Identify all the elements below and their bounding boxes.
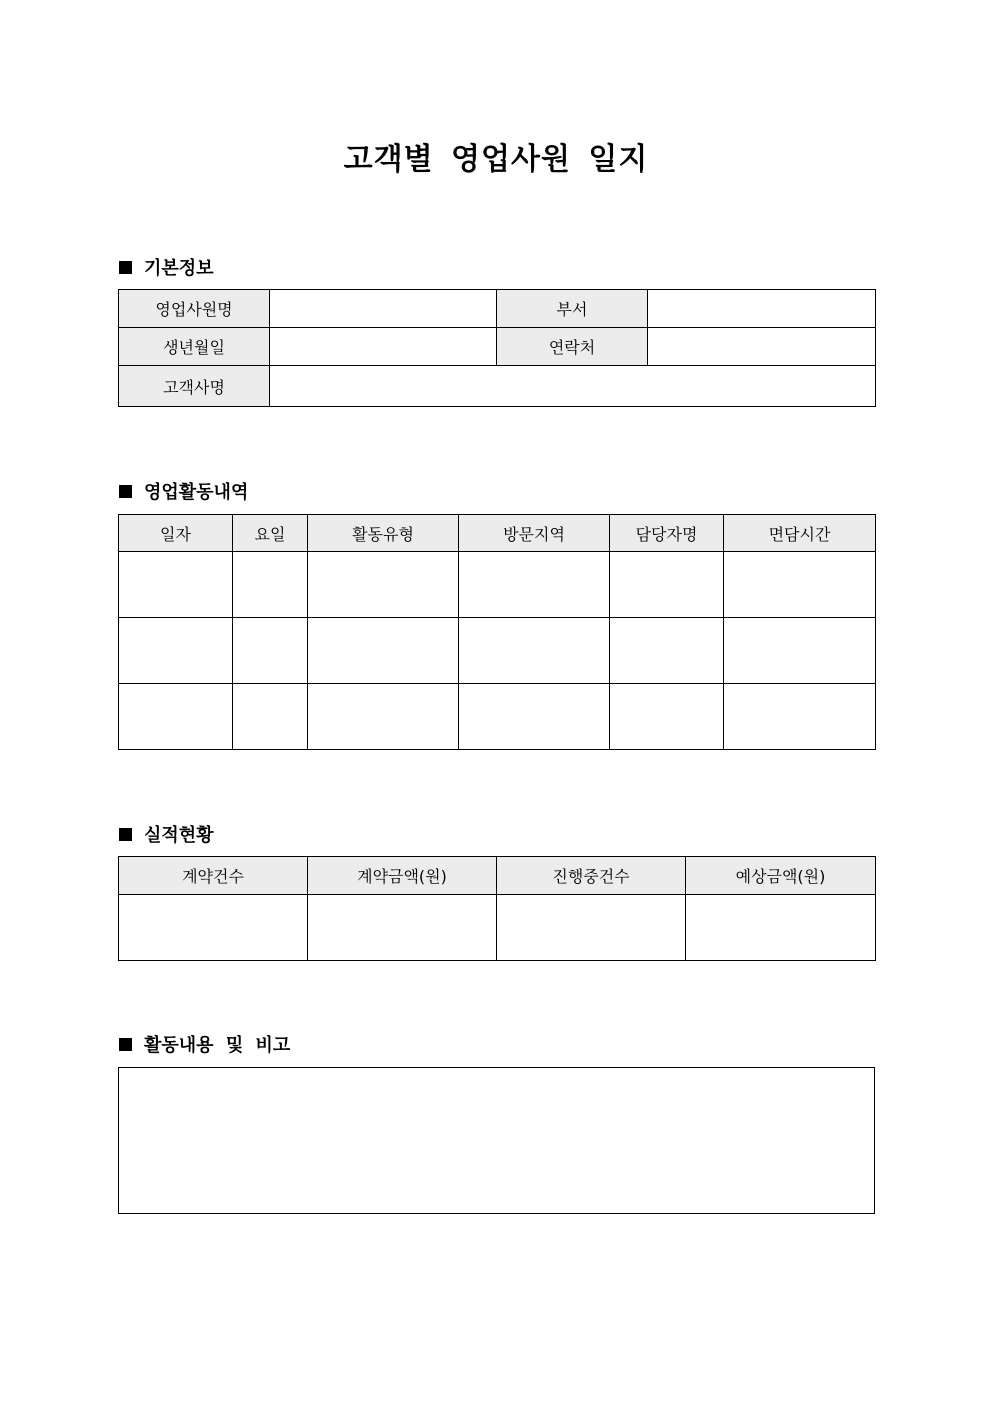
notes-heading-text: 활동내용 및 비고	[144, 1035, 291, 1056]
performance-col-contract-amount: 계약금액(원)	[308, 857, 497, 895]
customer-name-field[interactable]	[270, 366, 876, 407]
table-row	[119, 684, 876, 750]
activity-cell-contact-person[interactable]	[610, 618, 724, 684]
basic-info-heading-text: 기본정보	[144, 258, 214, 279]
activities-table	[118, 514, 876, 750]
square-bullet-icon	[119, 828, 132, 841]
activity-cell-contact-person[interactable]	[610, 552, 724, 618]
page-title: 고객별 영업사원 일지	[343, 142, 649, 177]
basic-info-table	[118, 289, 876, 407]
activities-col-date: 일자	[119, 515, 233, 552]
salesperson-name-label: 영업사원명	[119, 290, 270, 328]
activity-cell-weekday[interactable]	[233, 552, 308, 618]
activities-col-activity-type: 활동유형	[308, 515, 459, 552]
square-bullet-icon	[119, 1038, 132, 1051]
table-row	[119, 895, 876, 961]
activities-col-weekday: 요일	[233, 515, 308, 552]
table-row	[119, 552, 876, 618]
department-label: 부서	[497, 290, 648, 328]
activity-cell-date[interactable]	[119, 618, 233, 684]
activity-cell-activity-type[interactable]	[308, 552, 459, 618]
performance-cell-contract-count[interactable]	[119, 895, 308, 961]
activities-col-visit-region: 방문지역	[459, 515, 610, 552]
activity-cell-date[interactable]	[119, 552, 233, 618]
activities-col-meeting-time: 면담시간	[724, 515, 876, 552]
activity-cell-visit-region[interactable]	[459, 552, 610, 618]
performance-cell-expected-amount[interactable]	[686, 895, 876, 961]
table-row	[119, 618, 876, 684]
salesperson-name-field[interactable]	[270, 290, 497, 328]
performance-col-contract-count: 계약건수	[119, 857, 308, 895]
activity-cell-activity-type[interactable]	[308, 618, 459, 684]
activity-cell-date[interactable]	[119, 684, 233, 750]
square-bullet-icon	[119, 485, 132, 498]
activities-heading	[119, 478, 248, 504]
birth-date-field[interactable]	[270, 328, 497, 366]
activity-cell-weekday[interactable]	[233, 684, 308, 750]
notes-field[interactable]	[118, 1067, 875, 1214]
performance-col-expected-amount: 예상금액(원)	[686, 857, 876, 895]
performance-table	[118, 856, 876, 961]
activities-heading-text: 영업활동내역	[144, 482, 249, 503]
square-bullet-icon	[119, 261, 132, 274]
birth-date-label: 생년월일	[119, 328, 270, 366]
notes-heading	[119, 1031, 290, 1057]
activities-col-contact-person: 담당자명	[610, 515, 724, 552]
performance-heading-text: 실적현황	[144, 825, 214, 846]
customer-name-label: 고객사명	[119, 366, 270, 407]
activity-cell-meeting-time[interactable]	[724, 618, 876, 684]
activity-cell-contact-person[interactable]	[610, 684, 724, 750]
activity-cell-visit-region[interactable]	[459, 618, 610, 684]
contact-field[interactable]	[648, 328, 876, 366]
contact-label: 연락처	[497, 328, 648, 366]
activity-cell-visit-region[interactable]	[459, 684, 610, 750]
activity-cell-weekday[interactable]	[233, 618, 308, 684]
activity-cell-activity-type[interactable]	[308, 684, 459, 750]
department-field[interactable]	[648, 290, 876, 328]
performance-heading	[119, 821, 214, 847]
performance-col-in-progress-count: 진행중건수	[497, 857, 686, 895]
performance-cell-in-progress-count[interactable]	[497, 895, 686, 961]
basic-info-heading	[119, 254, 214, 280]
activity-cell-meeting-time[interactable]	[724, 684, 876, 750]
performance-cell-contract-amount[interactable]	[308, 895, 497, 961]
activity-cell-meeting-time[interactable]	[724, 552, 876, 618]
